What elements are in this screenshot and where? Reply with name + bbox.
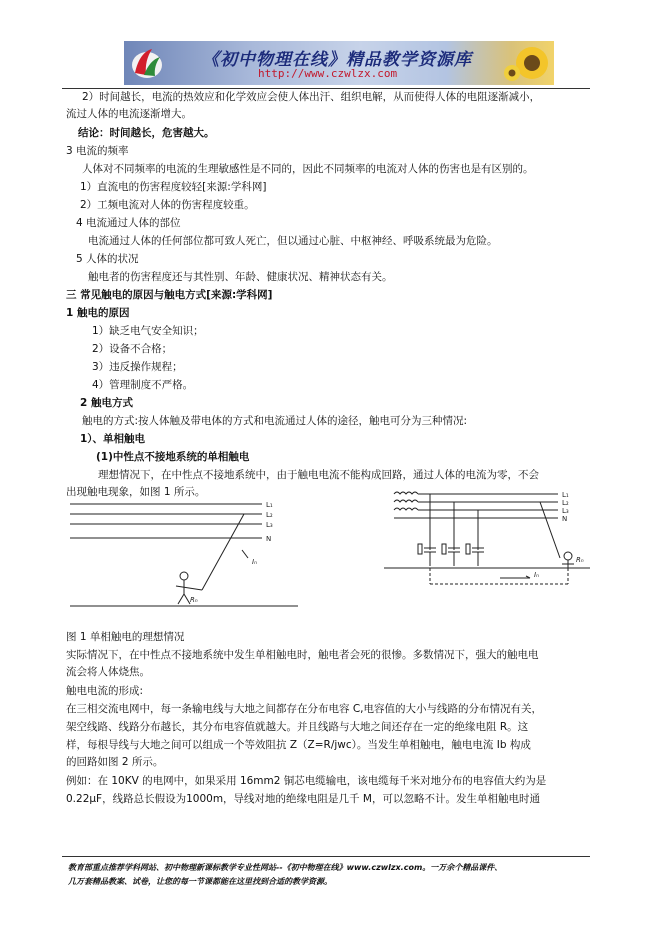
- list-item: 2）工频电流对人体的伤害程度较重。: [80, 199, 255, 211]
- text-line: 触电的方式:按人体触及带电体的方式和电流通过人体的途径，触电可分为三种情况:: [82, 415, 468, 427]
- footer-line: 几万套精品教案、试卷，让您的每一节课都能在这里找到合适的教学资源。: [68, 877, 332, 886]
- figure-2: [380, 484, 600, 594]
- subsection-heading: 2 触电方式: [80, 397, 133, 409]
- text-line: 样，每根导线与大地之间可以组成一个等效阻抗 Z（Z=R/jwc）。当发生单相触电，触电电流 Ib 构成: [66, 739, 531, 751]
- footer-line: 教育部重点推荐学科网站、初中物理新课标教学专业性网站--《初中物理在线》www.czwlzx.com。一万余个精品课件、: [68, 863, 503, 872]
- list-item: 4）管理制度不严格。: [92, 379, 194, 391]
- text-line: 在三相交流电网中，每一条输电线与大地之间都存在分布电容 C,电容值的大小与线路的分布情况有关，: [66, 703, 543, 715]
- text-line: 架空线路、线路分布越长，其分布电容值就越大。并且线路与大地之间还存在一定的绝缘电阻 R。这: [66, 721, 529, 733]
- label-l3: L₃: [266, 521, 273, 529]
- text-line: 实际情况下，在中性点不接地系统中发生单相触电时，触电者会死的很惨。多数情况下，强大的触电电: [66, 649, 539, 661]
- chapter-heading: 三 常见触电的原因与触电方式[来源:学科网]: [66, 289, 273, 301]
- list-item: 1）直流电的伤害程度较轻[来源:学科网]: [80, 181, 267, 193]
- figure-1: [66, 494, 306, 614]
- text-line: 流过人体的电流逐渐增大。: [66, 108, 192, 120]
- text-line: 的回路如图 2 所示。: [66, 756, 164, 768]
- label-n: N: [266, 535, 272, 543]
- text-line: 触电者的伤害程度还与其性别、年龄、健康状况、精神状态有关。: [88, 271, 393, 283]
- section-heading: 4 电流通过人体的部位: [76, 217, 181, 229]
- text-line: 理想情况下，在中性点不接地系统中，由于触电电流不能构成回路，通过人体的电流为零，不会: [98, 469, 539, 481]
- list-item: 1）缺乏电气安全知识；: [92, 325, 204, 337]
- subsection-heading: 1 触电的原因: [66, 307, 130, 319]
- text-line: 人体对不同频率的电流的生理敏感性是不同的，因此不同频率的电流对人体的伤害也是有区别的。: [82, 163, 534, 175]
- label-n: N: [562, 515, 568, 523]
- section-heading: 3 电流的频率: [66, 145, 129, 157]
- text-line: 出现触电现象，如图 1 所示。: [66, 486, 206, 498]
- text-line: 例如：在 10KV 的电网中，如果采用 16mm2 铜芯电缆输电，该电缆每千米对地分布的电容值大约为是: [66, 775, 547, 787]
- text-line: 电流通过人体的任何部位都可致人死亡，但以通过心脏、中枢神经、呼吸系统最为危险。: [88, 235, 498, 247]
- list-item: 2）设备不合格；: [92, 343, 173, 355]
- subsection-heading: 1）、单相触电: [80, 433, 146, 445]
- logo-icon: [130, 45, 164, 81]
- header-banner: [124, 41, 554, 85]
- figure-caption: 图 1 单相触电的理想情况: [66, 631, 185, 643]
- header-rule: [62, 88, 590, 89]
- section-heading: 5 人体的状况: [76, 253, 139, 265]
- label-ib: Iₙ: [534, 571, 539, 579]
- text-line: 触电电流的形成:: [66, 685, 144, 697]
- label-ib: Iₙ: [252, 558, 257, 566]
- text-line: 流会将人体烧焦。: [66, 666, 150, 678]
- footer-rule: [62, 856, 590, 857]
- label-rb: Rₙ: [190, 596, 198, 604]
- label-l2: L₂: [562, 499, 569, 507]
- banner-title: 《初中物理在线》精品教学资源库: [202, 50, 472, 70]
- text-line: 0.22μF，线路总长假设为1000m，导线对地的绝缘电阻是几千 M，可以忽略不计。发生单相触电时通: [66, 793, 540, 805]
- label-l1: L₁: [562, 491, 569, 499]
- sunflower-icon: [502, 43, 550, 83]
- banner-url[interactable]: http://www.czwlzx.com: [258, 67, 398, 80]
- text-line: 2）时间越长，电流的热效应和化学效应会使人体出汗、组织电解，从而使得人体的电阻逐渐减小，: [82, 91, 541, 103]
- list-item: 3）违反操作规程；: [92, 361, 183, 373]
- label-rb: Rₙ: [576, 556, 584, 564]
- subsection-heading: (1)中性点不接地系统的单相触电: [96, 451, 250, 463]
- conclusion: 结论：时间越长，危害越大。: [78, 127, 215, 139]
- label-l3: L₃: [562, 507, 569, 515]
- label-l2: L₂: [266, 511, 273, 519]
- label-l1: L₁: [266, 501, 273, 509]
